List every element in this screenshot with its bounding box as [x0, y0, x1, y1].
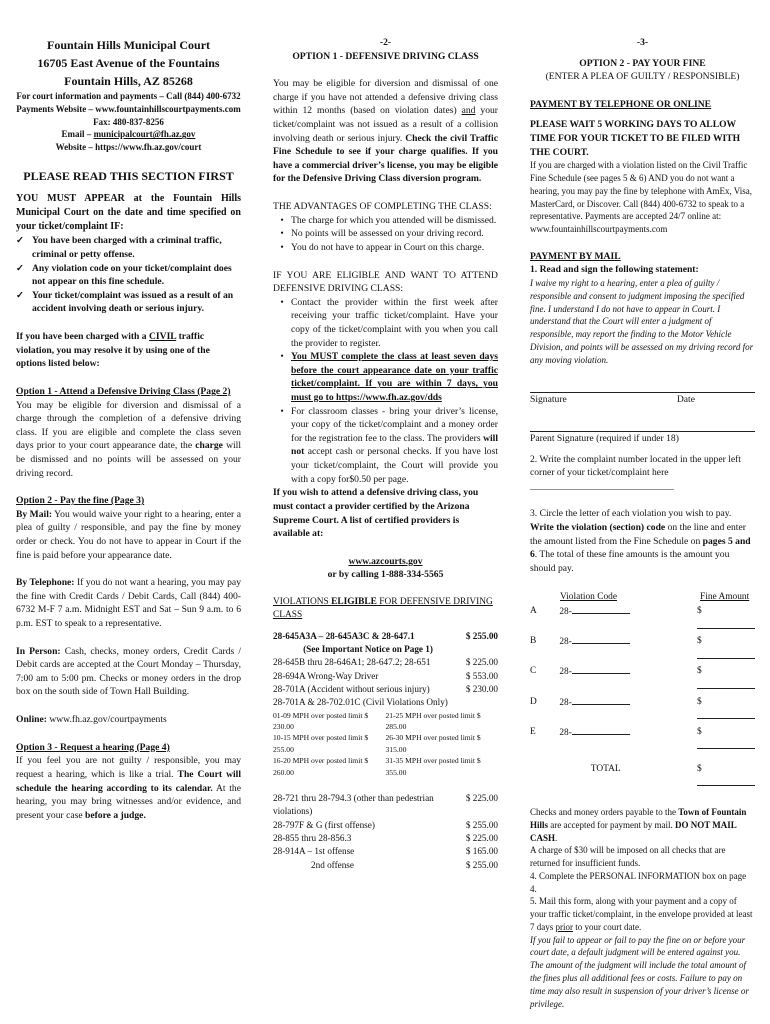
checks-pre: Checks and money orders payable to the	[530, 807, 679, 818]
azcourts-link-line	[273, 555, 498, 569]
failure-warning: If you fail to appear or fail to pay the fine on or before your court date, a default judgment will be entered against you. The amount of the judgment will include the total amount of the fines plus all additional fees or costs. Failure to pay on time may also result in suspension of your driver’s license or privilege.	[530, 934, 749, 1009]
payments-website: Payments Website – www.fountainhillscourtpayments.com	[16, 103, 241, 114]
fine-dollar: $	[697, 726, 702, 737]
court-email-line	[16, 128, 241, 141]
fine-code: 28-855 thru 28-856.3	[273, 833, 352, 844]
fine-code: 28-645A3A – 28-645A3C & 28-647.1	[273, 630, 415, 641]
speed-cell: 16-20 MPH over posted limit $ 260.00	[273, 756, 369, 777]
total-amount[interactable]	[667, 762, 755, 792]
bullet-icon: •	[280, 241, 284, 253]
fine-code: 2nd offense	[311, 859, 354, 870]
other-fine-table	[273, 792, 498, 872]
advantages-heading: THE ADVANTAGES OF COMPLETING THE CLASS:	[273, 201, 492, 213]
fine-code: (See Important Notice on Page 1)	[303, 643, 433, 654]
speed-row	[273, 755, 498, 778]
in-person-label: In Person:	[16, 645, 61, 657]
fine-amount-field[interactable]	[667, 695, 755, 725]
violation-code-field[interactable]	[559, 664, 667, 694]
mail-step4: 4. Complete the PERSONAL INFORMATION box on page 4.	[530, 870, 747, 894]
fine-row	[273, 819, 498, 832]
fine-amount-field[interactable]	[667, 664, 755, 694]
fine-amount: $ 225.00	[465, 657, 498, 668]
dd-step	[273, 405, 498, 487]
viol-post: FOR DEFENSIVE DRIVING CLASS	[273, 596, 493, 621]
fine-code: 28-721 thru 28-794.3 (other than pedestrian violations)	[273, 793, 434, 817]
mail-heading: PAYMENT BY MAIL	[530, 250, 621, 262]
fine-row	[273, 630, 498, 643]
checkmark-icon: ✓	[16, 262, 25, 274]
dd-step-text: You MUST complete the class at least seven days before the court appearance date on your traffic ticket/complaint. If you are within 7 days, you must go to https://www.fh.az.gov/dds	[291, 351, 498, 404]
speed-cell: 21-25 MPH over posted limit $ 285.00	[385, 710, 481, 732]
checkmark-icon: ✓	[16, 235, 25, 247]
viol-pre: VIOLATIONS	[273, 596, 332, 607]
option2-subtitle: (ENTER A PLEA OF GUILTY / RESPONSIBLE)	[545, 71, 740, 83]
fine-code: 28-701A & 28-702.01C (Civil Violations Only)	[273, 697, 448, 708]
fine-code: 28-694A Wrong-Way Driver	[273, 670, 379, 681]
fine-row	[273, 656, 498, 669]
bullet-icon: •	[280, 351, 284, 363]
online-label: Online:	[16, 714, 47, 726]
parent-signature-label: Parent Signature (required if under 18)	[530, 433, 679, 445]
fine-row	[273, 696, 498, 709]
option3-mid: At the hearing, you may bring witnesses and/or evidence, and present your case	[16, 782, 241, 821]
fine-row	[273, 683, 498, 696]
violation-code-field[interactable]	[559, 634, 667, 664]
must-appear-text: YOU MUST APPEAR at the Fountain Hills Municipal Court on the date and time specified on your ticket/complaint IF:	[16, 192, 241, 233]
fine-amount: $ 255.00	[465, 859, 498, 870]
signature-labels	[530, 393, 755, 407]
checkmark-icon: ✓	[16, 289, 25, 301]
speed-cell: 10-15 MPH over posted limit $ 255.00	[273, 733, 369, 754]
checks-town: Town of Fountain Hills	[530, 807, 747, 830]
fine-row	[273, 832, 498, 845]
speed-row	[273, 732, 498, 755]
fine-dollar: $	[697, 636, 702, 647]
eligible-fine-table	[273, 630, 498, 710]
option3-bold: The Court will schedule the hearing according to its calendar.	[16, 768, 241, 794]
fine-amount	[463, 696, 498, 709]
fine-row	[273, 670, 498, 683]
violation-table-header	[530, 590, 755, 605]
total-label: TOTAL	[590, 763, 621, 774]
violation-letter[interactable]: A	[530, 606, 537, 617]
civil-violation-text	[16, 330, 241, 371]
waiver-statement: I waive my right to a hearing, enter a plea of guilty / responsible and consent to judgment imposing the specified fine. I understand I do not have to appear in Court. I understand that the Court will enter a judgment of responsible, may report the finding to the Motor Vehicle Division, and points will be assessed on my driving record for any moving violation.	[530, 278, 754, 365]
fine-row	[273, 643, 498, 656]
dd-step3-post: accept cash or personal checks. If you have lost your ticket/complaint, the Court will provide you with a copy for$0.50 per page.	[291, 446, 498, 485]
bullet-icon: •	[280, 214, 284, 226]
fine-amount: $ 225.00	[465, 833, 498, 844]
dd-intro	[273, 77, 498, 186]
fine-code: 28-701A (Accident without serious injury)	[273, 684, 430, 694]
option2-heading: Option 2 - Pay the fine (Page 3)	[16, 495, 145, 507]
wait-notice: PLEASE WAIT 5 WORKING DAYS TO ALLOW TIME FOR YOUR TICKET TO BE FILED WITH THE COURT.	[530, 119, 741, 158]
advantage-item	[273, 214, 498, 228]
violation-row	[530, 695, 755, 725]
page-number-2: -2-	[379, 37, 392, 48]
checks-mid: are accepted for payment by mail.	[548, 819, 675, 830]
violation-code-prefix: 28-	[559, 607, 572, 618]
tel-online-heading: PAYMENT BY TELEPHONE OR ONLINE	[530, 98, 712, 110]
azcourts-link[interactable]: www.azcourts.gov	[348, 555, 423, 567]
fine-amount-field[interactable]	[667, 634, 755, 664]
total-row	[530, 762, 755, 792]
civil-post: traffic violation, you may resolve it by using one of the options listed below:	[16, 331, 210, 370]
bullet-icon: •	[280, 228, 284, 240]
email-label: Email –	[61, 129, 94, 140]
violation-code-prefix: 28-	[559, 727, 572, 738]
violation-letter[interactable]: C	[530, 666, 537, 677]
fine-amount: $ 230.00	[465, 684, 498, 694]
fine-amount: $ 225.00	[465, 793, 498, 804]
mail-step1: 1. Read and sign the following statement:	[530, 264, 699, 276]
civil-pre: If you have been charged with a	[16, 331, 149, 343]
mail-step2: 2. Write the complaint number located in the upper left corner of your ticket/complaint here ______________________________	[530, 453, 741, 492]
page-3-column	[530, 36, 755, 1010]
court-website: Website – https://www.fh.az.gov/court	[55, 142, 202, 153]
online-body: www.fh.az.gov/courtpayments	[46, 714, 167, 726]
court-address-line1: 16705 East Avenue of the Fountains	[37, 56, 220, 70]
condition-text: Your ticket/complaint was issued as a result of an accident involving death or serious injury.	[32, 289, 234, 315]
option1-title: OPTION 1 - DEFENSIVE DRIVING CLASS	[292, 50, 479, 62]
fine-dollar: $	[697, 666, 702, 677]
advantage-text: You do not have to appear in Court on this charge.	[291, 241, 485, 253]
online-text	[16, 713, 241, 727]
by-mail-text	[16, 508, 241, 562]
court-contact-info: For court information and payments – Call (844) 400-6732	[16, 91, 241, 101]
step3-post: . The total of these fine amounts is the amount you should pay.	[530, 549, 730, 574]
violation-code-prefix: 28-	[559, 667, 572, 678]
dd-step-text	[291, 405, 498, 487]
dd-step-text: Contact the provider within the first week after receiving your traffic ticket/complaint. Have your copy of the ticket/complaint with you when you call the provider to register.	[291, 296, 498, 349]
step3-pre: 3. Circle the letter of each violation you wish to pay.	[530, 508, 732, 520]
signature-label: Signature	[530, 394, 567, 406]
condition-text: You have been charged with a criminal traffic, criminal or petty offense.	[32, 235, 222, 261]
read-first-heading: PLEASE READ THIS SECTION FIRST	[23, 168, 234, 183]
step3-mid: on the line and enter the amount listed from the Fine Schedule on	[530, 522, 746, 547]
violation-letter[interactable]: B	[530, 636, 537, 647]
violation-code-prefix: 28-	[559, 697, 572, 708]
fine-code: 28-914A – 1st offense	[273, 846, 355, 857]
by-telephone-body: If you do not want a hearing, you may pay the fine with Credit Cards / Debit Cards, Call (844) 400-6732 M-F 7 a.m. Midnight EST and Sat – Sun 9 a.m. to 6 p.m. EST to speak to a representative.	[16, 577, 241, 630]
option3-pre: If you feel you are not guilty / responsible, you may request a hearing, which is like a trial.	[16, 755, 241, 780]
speed-row	[273, 710, 498, 733]
dd-step3-pre: For classroom classes - bring your driver’s license, your copy of the ticket/complaint and a money order for the registration fee to the class. The providers	[291, 405, 498, 444]
provider-phone: or by calling 1-888-334-5565	[327, 569, 444, 581]
by-mail-label: By Mail:	[16, 508, 53, 520]
fine-row	[273, 859, 498, 872]
option1-pre: You may be eligible for diversion and dismissal of a charge through the completion of a defensive driving class. If you are eligible and complete the class seven days prior to your court appearance date, the	[16, 399, 241, 452]
court-name: Fountain Hills Municipal Court	[46, 38, 211, 52]
option1-text	[16, 399, 241, 481]
violation-letter[interactable]: E	[530, 726, 536, 737]
fine-amount: $ 553.00	[465, 670, 498, 681]
violation-code-field[interactable]	[559, 604, 667, 634]
fine-amount-field[interactable]	[667, 725, 755, 755]
nsf-charge-text: A charge of $30 will be imposed on all checks that are returned for insufficient funds.	[530, 845, 726, 869]
fine-amount	[463, 643, 498, 656]
dd-intro-pre: You may be eligible for diversion and dismissal of one charge if you have not attended a defensive driving class within 12 months (based on violation dates)	[273, 78, 498, 117]
step5-prior: prior	[555, 921, 573, 932]
fine-amount: $ 165.00	[465, 846, 498, 857]
violation-row	[530, 604, 755, 634]
condition-item	[16, 289, 241, 316]
contact-provider-text: If you wish to attend a defensive driving class, you must contact a provider certified by the Arizona Supreme Court. A list of certified providers is available at:	[273, 487, 479, 540]
in-person-text	[16, 645, 241, 699]
violation-code-prefix: 28-	[559, 637, 572, 648]
parent-signature-line[interactable]	[530, 419, 755, 432]
option1-charge: charge	[195, 440, 223, 452]
violation-row	[530, 634, 755, 664]
speed-cell: 31-35 MPH over posted limit $ 355.00	[385, 756, 481, 777]
court-fax: Fax: 480-837-8256	[93, 116, 164, 127]
advantage-item	[273, 241, 498, 255]
fine-amount: $ 255.00	[465, 819, 498, 830]
fine-amount-header: Fine Amount	[700, 591, 750, 602]
dd-intro-mid: your ticket/complaint was not issued as a result of a collision involving death or serious injury.	[273, 105, 498, 144]
fine-code: 28-797F & G (first offense)	[273, 819, 375, 830]
checks-post: .	[555, 832, 558, 843]
advantage-item	[273, 227, 498, 241]
option2-title: OPTION 2 - PAY YOUR FINE	[579, 57, 706, 69]
court-email-link[interactable]: municipalcourt@fh.az.gov	[93, 129, 196, 140]
fine-amount-field[interactable]	[667, 604, 755, 634]
speed-cell: 01-09 MPH over posted limit $ 230.00	[273, 710, 369, 732]
eligible-violations-heading	[273, 596, 498, 623]
bullet-icon: •	[280, 296, 284, 308]
condition-text: Any violation code on your ticket/complaint does not appear on this fine schedule.	[32, 262, 232, 288]
by-telephone-label: By Telephone:	[16, 577, 75, 589]
violation-letter[interactable]: D	[530, 696, 537, 707]
signature-line[interactable]	[530, 380, 755, 393]
advantage-text: The charge for which you attended will be dismissed.	[291, 214, 497, 226]
mail-step3	[530, 507, 755, 575]
in-person-body: Cash, checks, money orders, Credit Cards / Debit cards are accepted at the Court Monday – Thursday, 7:00 am to 5:00 pm. Checks or money orders in the drop box on the south side of Town Hall Building.	[16, 645, 242, 698]
fine-amount: $ 255.00	[465, 630, 498, 641]
checks-text	[530, 806, 755, 844]
dd-step	[273, 296, 498, 350]
step5-post: to your court date.	[573, 921, 642, 932]
page-2-column	[273, 36, 498, 872]
step3-pages: pages 5 and 6	[530, 535, 751, 561]
condition-item	[16, 234, 241, 261]
fine-dollar: $	[697, 696, 702, 707]
speed-fine-table	[273, 710, 498, 778]
total-dollar: $	[697, 763, 702, 774]
date-label: Date	[676, 394, 695, 406]
advantage-text: No points will be assessed on your driving record.	[291, 228, 484, 240]
eligible-heading: IF YOU ARE ELIGIBLE AND WANT TO ATTEND DEFENSIVE DRIVING CLASS:	[273, 269, 498, 295]
fine-dollar: $	[697, 606, 702, 617]
violation-code-header: Violation Code	[560, 591, 617, 602]
bullet-icon: •	[280, 405, 284, 417]
dd-step3-bold: will not	[291, 432, 498, 458]
option3-text	[16, 754, 241, 822]
mail-step5	[530, 895, 755, 933]
violation-code-field[interactable]	[559, 725, 667, 755]
court-address-line2: Fountain Hills, AZ 85268	[64, 74, 193, 88]
fine-row	[273, 845, 498, 858]
violation-code-field[interactable]	[559, 695, 667, 725]
by-mail-body: You would waive your right to a hearing, enter a plea of guilty / responsible, and pay the fine by money order or check. You do not have to appear in Court if the fine is paid before your appearance date.	[16, 508, 241, 561]
option3-heading: Option 3 - Request a hearing (Page 4)	[16, 741, 170, 753]
step3-bold: Write the violation (section) code	[530, 522, 666, 534]
civil-word: CIVIL	[148, 331, 177, 343]
option3-end: before a judge.	[85, 809, 146, 821]
violation-row	[530, 725, 755, 755]
fine-row	[273, 792, 498, 819]
condition-item	[16, 262, 241, 289]
dd-step	[273, 350, 498, 404]
page-number-3: -3-	[636, 37, 649, 48]
dd-intro-and: and	[461, 105, 476, 117]
page-1-column	[16, 36, 241, 822]
viol-word: ELIGIBLE	[331, 596, 377, 607]
speed-cell: 26-30 MPH over posted limit $ 315.00	[385, 733, 481, 754]
option1-heading: Option 1 - Attend a Defensive Driving Class (Page 2)	[16, 385, 231, 397]
step5-pre: 5. Mail this form, along with your payment and a copy of your traffic ticket/complaint, in the envelope provided at least 7 days	[530, 896, 753, 932]
dd-intro-bold: Check the civil Traffic Fine Schedule to see if your charge qualifies. If you have a commercial driver’s license, you may be eligible for the Defensive Driving Class diversion program.	[273, 132, 498, 185]
tel-payment-text: If you are charged with a violation listed on the Civil Traffic Fine Schedule (see pages 5 & 6) AND you do not want a hearing, you may pay the fine by telephone with AmEx, Visa, MasterCard, or Discover. Call (844) 400-6732 to speak to a representative. Payments are accepted 24/7 online at: www.fountainhillscourtpayments.com	[530, 160, 752, 235]
violation-rows	[530, 604, 755, 755]
option1-post: will be dismissed and no points will be assessed on your driving record.	[16, 440, 242, 479]
fine-code: 28-645B thru 28-646A1; 28-647.2; 28-651	[273, 657, 431, 668]
checks-bold: DO NOT MAIL CASH	[530, 819, 737, 843]
violation-row	[530, 664, 755, 694]
by-telephone-text	[16, 576, 241, 630]
